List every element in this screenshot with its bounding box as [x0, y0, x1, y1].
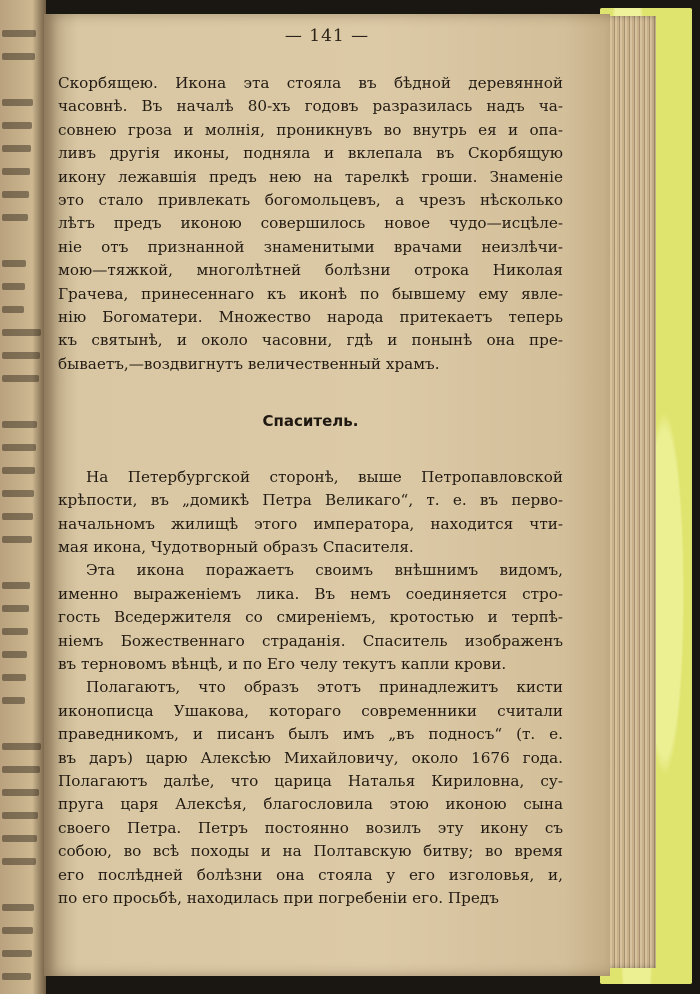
- facing-page-text-fragment: [2, 191, 29, 198]
- text-line: пруга царя Алексѣя, благословила этою иконою сына: [58, 795, 563, 814]
- text-line: икону лежавшія предъ нею на тарелкѣ гроши. Знаменіе: [58, 167, 563, 186]
- text-line: начальномъ жилищѣ этого императора, находится чти-: [58, 514, 563, 533]
- facing-page-text-fragment: [2, 628, 28, 635]
- facing-page-text-fragment: [2, 53, 35, 60]
- facing-page-text-fragment: [2, 605, 29, 612]
- text-line: лѣтъ предъ иконою совершилось новое чудо—исцѣле-: [58, 214, 563, 233]
- paragraph-2: [58, 466, 563, 560]
- facing-page-text-fragment: [2, 697, 25, 704]
- text-line: Грачева, принесеннаго къ иконѣ по бывшему ему явле-: [58, 284, 563, 303]
- text-line: именно выраженіемъ лика. Въ немъ соединяется стро-: [58, 584, 563, 603]
- text-line: по его просьбѣ, находилась при погребеніи его. Предъ: [58, 889, 499, 907]
- facing-page-text-fragment: [2, 122, 32, 129]
- facing-page-text-fragment: [2, 145, 31, 152]
- facing-page-text-fragment: [2, 766, 40, 773]
- facing-page-text-fragment: [2, 536, 32, 543]
- facing-page-text-fragment: [2, 168, 30, 175]
- facing-page-text-fragment: [2, 674, 26, 681]
- page-text: [58, 72, 563, 910]
- facing-page-text-fragment: [2, 467, 35, 474]
- facing-page-text-fragment: [2, 858, 36, 865]
- book-page: [44, 14, 610, 976]
- facing-page-text-fragment: [2, 306, 24, 313]
- facing-page-text-fragment: [2, 835, 37, 842]
- text-line: Скорбящею. Икона эта стояла въ бѣдной деревянной: [58, 74, 563, 92]
- text-line: это стало привлекать богомольцевъ, а чрезъ нѣсколько: [58, 191, 563, 210]
- text-line: ніемъ Божественнаго страданія. Спаситель изображенъ: [58, 631, 563, 650]
- page-edges: [602, 16, 656, 968]
- text-line: Полагаютъ, что образъ этотъ принадлежитъ кисти: [86, 678, 563, 697]
- paragraph-1: [58, 72, 563, 376]
- paragraph-3: [58, 559, 563, 676]
- text-line: мою—тяжкой, многолѣтней болѣзни отрока Николая: [58, 261, 563, 280]
- text-line: нію Богоматери. Множество народа притекаетъ теперь: [58, 308, 563, 327]
- paragraph-4: [58, 676, 563, 910]
- facing-page-text-fragment: [2, 582, 30, 589]
- facing-page-text-fragment: [2, 375, 39, 382]
- facing-page-text-fragment: [2, 214, 28, 221]
- left-page-edge: [0, 0, 46, 994]
- facing-page-text-fragment: [2, 904, 34, 911]
- facing-page-text-fragment: [2, 30, 36, 37]
- facing-page-text-fragment: [2, 329, 41, 336]
- facing-page-text-fragment: [2, 950, 32, 957]
- text-line: ливъ другія иконы, подняла и вклепала въ Скорбящую: [58, 144, 563, 163]
- text-line: часовнѣ. Въ началѣ 80-хъ годовъ разразилась надъ ча-: [58, 97, 563, 116]
- facing-page-text-fragment: [2, 352, 40, 359]
- facing-page-text-fragment: [2, 444, 36, 451]
- text-line: въ даръ) царю Алексѣю Михайловичу, около 1676 года.: [58, 748, 563, 767]
- facing-page-text-fragment: [2, 99, 33, 106]
- text-line: собою, во всѣ походы и на Полтавскую битву; во время: [58, 842, 563, 861]
- facing-page-text-fragment: [2, 743, 41, 750]
- text-line: гость Вседержителя со смиреніемъ, кротостью и терпѣ-: [58, 608, 563, 627]
- text-line: ніе отъ признанной знаменитыми врачами неизлѣчи-: [58, 237, 563, 256]
- facing-page-text-fragment: [2, 973, 31, 980]
- facing-page-text-fragment: [2, 927, 33, 934]
- facing-page-text-fragment: [2, 789, 39, 796]
- text-line: На Петербургской сторонѣ, выше Петропавловской: [86, 467, 563, 486]
- text-line: Полагаютъ далѣе, что царица Наталья Кириловна, су-: [58, 771, 563, 790]
- text-line: къ святынѣ, и около часовни, гдѣ и понынѣ она пре-: [58, 331, 563, 350]
- text-line: въ терновомъ вѣнцѣ, и по Его челу текутъ капли крови.: [58, 654, 507, 673]
- text-line: иконописца Ушакова, котораго современники считали: [58, 701, 563, 720]
- facing-page-text-fragment: [2, 812, 38, 819]
- text-line: крѣпости, въ „домикѣ Петра Великаго“, т. е. въ перво-: [58, 491, 563, 510]
- text-line: мая икона, Чудотворный образъ Спасителя.: [58, 537, 414, 556]
- page-number: — 141 —: [284, 26, 370, 46]
- facing-page-text-fragment: [2, 421, 37, 428]
- text-line: праведникомъ, и писанъ былъ имъ „въ подносъ“ (т. е.: [58, 725, 563, 744]
- facing-page-text-fragment: [2, 651, 27, 658]
- facing-page-text-fragment: [2, 260, 26, 267]
- text-line: его послѣдней болѣзни она стояла у его изголовья, и,: [58, 865, 563, 884]
- facing-page-text-fragment: [2, 283, 25, 290]
- text-line: совнею гроза и молнія, проникнувъ во внутрь ея и опа-: [58, 120, 563, 139]
- facing-page-text-fragment: [2, 490, 34, 497]
- text-line: бываетъ,—воздвигнутъ величественный храмъ.: [58, 354, 440, 373]
- text-line: своего Петра. Петръ постоянно возилъ эту икону съ: [58, 818, 563, 837]
- facing-page-text-fragment: [2, 513, 33, 520]
- text-line: Эта икона поражаетъ своимъ внѣшнимъ видомъ,: [86, 561, 563, 580]
- section-heading: Спаситель.: [262, 412, 359, 431]
